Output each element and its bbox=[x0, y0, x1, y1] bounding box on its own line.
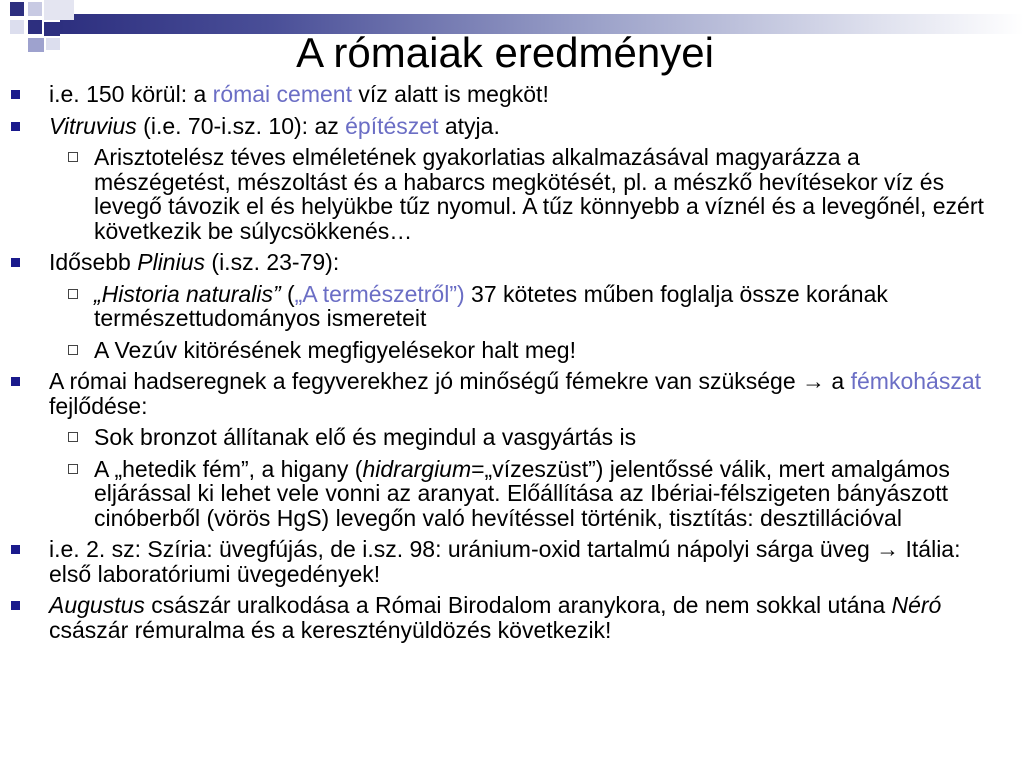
italic-text: „Historia naturalis” bbox=[94, 280, 281, 307]
text-run: A Vezúv kitörésének megfigyelésekor halt meg! bbox=[94, 336, 576, 363]
bullet-item bbox=[0, 537, 1009, 586]
deco-square bbox=[44, 0, 74, 20]
text-run: atyja. bbox=[438, 112, 500, 139]
text-run: i.e. 2. sz: Szíria: üvegfújás, de i.sz. 98: uránium-oxid tartalmú nápolyi sárga üveg → Itália: első laboratóriumi üvegedények! bbox=[49, 536, 961, 587]
text-run: (i.e. 70-i.sz. 10): az bbox=[136, 112, 346, 139]
bullet-item bbox=[0, 82, 1009, 107]
italic-text: Plinius bbox=[137, 249, 206, 275]
slide-title: A rómaiak eredményei bbox=[296, 29, 714, 76]
text-run: víz alatt is megköt! bbox=[351, 81, 549, 107]
sub-bullet-item bbox=[0, 457, 994, 531]
sub-bullet-item bbox=[0, 338, 994, 363]
text-run: A római hadseregnek a fegyverekhez jó minőségű fémekre van szüksége → a bbox=[49, 368, 851, 394]
highlighted-term: fémkohászat bbox=[850, 368, 982, 394]
text-run: i.e. 150 körül: a bbox=[49, 81, 213, 107]
square-bullet-icon bbox=[11, 90, 20, 99]
hollow-square-bullet-icon bbox=[68, 464, 78, 474]
text-run: 37 kötetes műben foglalja össze korának természettudományos ismereteit bbox=[94, 280, 888, 331]
sub-bullet-item bbox=[0, 425, 994, 450]
hollow-square-bullet-icon bbox=[68, 289, 78, 299]
bullet-list bbox=[0, 82, 1024, 649]
italic-text: Néró bbox=[891, 592, 942, 618]
italic-text: Augustus bbox=[49, 592, 145, 618]
text-run: (i.sz. 23-79): bbox=[205, 249, 340, 275]
hollow-square-bullet-icon bbox=[68, 152, 78, 162]
hollow-square-bullet-icon bbox=[68, 345, 78, 355]
highlighted-term: római cement bbox=[212, 81, 352, 107]
hollow-square-bullet-icon bbox=[68, 432, 78, 442]
text-run: fejlődése: bbox=[49, 392, 148, 419]
text-run: Idősebb bbox=[49, 249, 138, 275]
text-run: Arisztotelész téves elméletének gyakorlatias alkalmazásával magyarázza a mészégetést, mészoltást és a habarcs megkötését, pl. a mészkő hevítésekor víz és levegő távozik el és helyükbe tűz nyomul. A tűz könnyebb a víznél és a levegőnél, ezért következik be súlycsökkenés… bbox=[94, 144, 984, 244]
bullet-item bbox=[0, 114, 1009, 139]
bullet-item bbox=[0, 250, 1009, 275]
sub-bullet-item bbox=[0, 145, 994, 243]
italic-text: Vitruvius bbox=[49, 112, 137, 139]
text-run: =„vízeszüst”) jelentőssé válik, mert amalgámos eljárással ki lehet vele vonni az aranyat. Előállítása az Ibériai-félszigeten bányászott cinóberből (vörös HgS) levegőn való hevítéssel történik, tisztítás: desztillációval bbox=[94, 455, 950, 531]
square-bullet-icon bbox=[11, 377, 20, 386]
text-run: A „hetedik fém”, a higany ( bbox=[94, 455, 363, 482]
italic-text: hidrargium bbox=[362, 455, 472, 482]
bullet-item bbox=[0, 593, 1009, 642]
bullet-item bbox=[0, 369, 1009, 418]
highlighted-term: építészet bbox=[345, 112, 439, 139]
square-bullet-icon bbox=[11, 258, 20, 267]
sub-bullet-item bbox=[0, 282, 994, 331]
deco-square bbox=[28, 2, 42, 16]
deco-square bbox=[10, 2, 24, 16]
text-run: császár rémuralma és a keresztényüldözés következik! bbox=[49, 616, 612, 643]
square-bullet-icon bbox=[11, 545, 20, 554]
text-run: császár uralkodása a Római Birodalom aranykora, de nem sokkal utána bbox=[144, 592, 892, 618]
square-bullet-icon bbox=[11, 601, 20, 610]
text-run: ( bbox=[280, 280, 295, 307]
square-bullet-icon bbox=[11, 122, 20, 131]
highlighted-term: „A természetről”) bbox=[294, 280, 465, 307]
text-run: Sok bronzot állítanak elő és megindul a vasgyártás is bbox=[94, 424, 637, 450]
